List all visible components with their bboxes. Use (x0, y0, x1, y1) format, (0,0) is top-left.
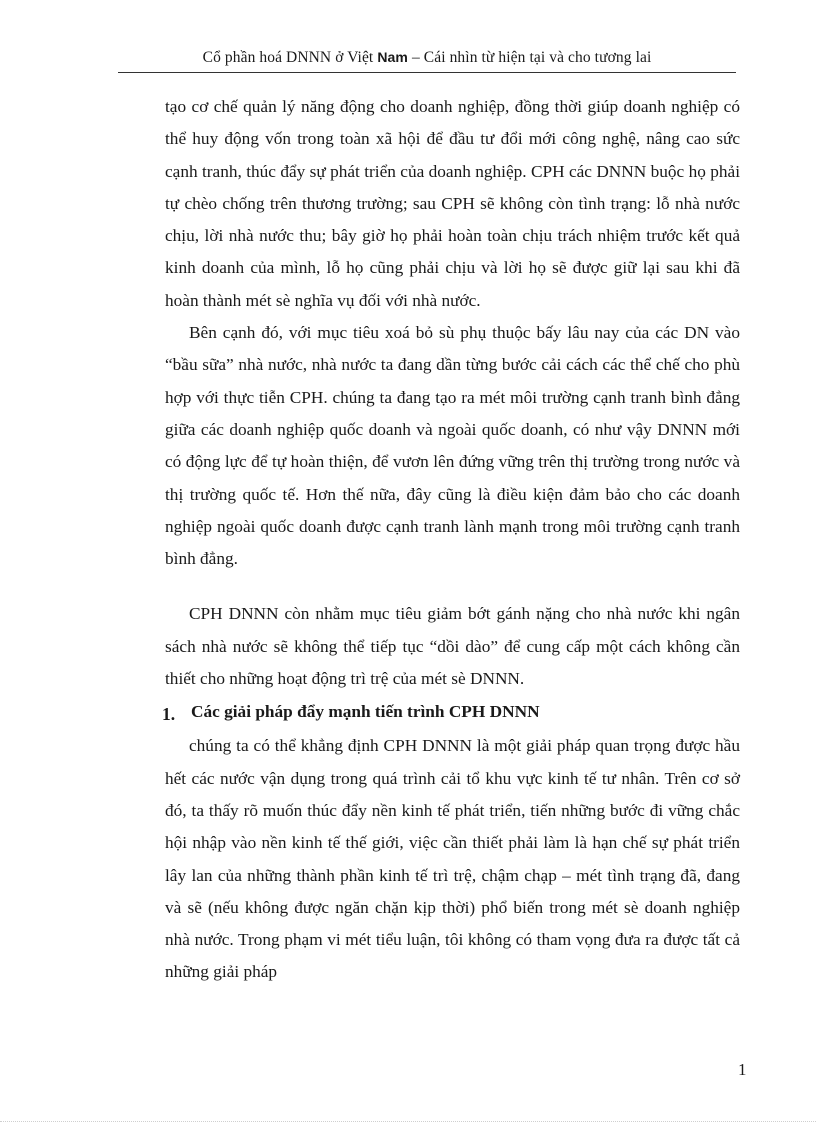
page-body (162, 91, 740, 989)
section-heading (162, 697, 740, 730)
section-title: Các giải pháp đẩy mạnh tiến trình CPH DNNN (191, 702, 540, 722)
header-text-start: Cổ phần hoá DNNN ở Việt (202, 49, 378, 66)
paragraph-2: Bên cạnh đó, với mục tiêu xoá bỏ sù phụ thuộc bấy lâu nay của các DN vào “bầu sữa” nhà nước, nhà nước ta đang dần từng bước cải cách các thể chế cho phù hợp với thực tiễn CPH. chúng ta đang tạo ra mét môi trường cạnh tranh bình đẳng giữa các doanh nghiệp quốc doanh và ngoài quốc doanh, có như vậy DNNN mới có động lực để tự hoàn thiện, để vươn lên đứng vững trên thị trường trong nước và thị trường quốc tế. Hơn thế nữa, đây cũng là điều kiện đảm bảo cho các doanh nghiệp ngoài quốc doanh được cạnh tranh lành mạnh trong môi trường cạnh tranh bình đẳng. (165, 323, 740, 569)
header-rule (118, 72, 736, 73)
header-text-end: – Cái nhìn từ hiện tại và cho tương lai (407, 49, 652, 66)
page-number: 1 (738, 1060, 747, 1079)
paragraph-1: tạo cơ chế quản lý năng động cho doanh nghiệp, đồng thời giúp doanh nghiệp có thể huy động vốn trong toàn xã hội để đầu tư đổi mới công nghệ, nâng cao sức cạnh tranh, thúc đẩy sự phát triển của doanh nghiệp. CPH các DNNN buộc họ phải tự chèo chống trên thương trường; sau CPH sẽ không còn tình trạng: lỗ nhà nước chịu, lời nhà nước thu; bây giờ họ phải hoàn toàn chịu trách nhiệm trước kết quả kinh doanh của mình, lỗ họ cũng phải chịu và lời họ sẽ được giữ lại sau khi đã hoàn thành mét sè nghĩa vụ đối với nhà nước. (165, 97, 740, 310)
paragraph-3: CPH DNNN còn nhằm mục tiêu giảm bớt gánh nặng cho nhà nước khi ngân sách nhà nước sẽ không thể tiếp tục “dồi dào” để cung cấp một cách không cần thiết cho những hoạt động trì trệ của mét sè DNNN. (165, 604, 740, 689)
section-number: 1. (162, 704, 176, 725)
page-bottom-border (0, 1121, 816, 1122)
running-header (118, 49, 736, 71)
paragraph-4: chúng ta có thể khẳng định CPH DNNN là một giải pháp quan trọng được hầu hết các nước vận dụng trong quá trình cải tổ khu vực kinh tế tư nhân. Trên cơ sở đó, ta thấy rõ muốn thúc đẩy nền kinh tế phát triển, tiến những bước đi vững chắc hội nhập vào nền kinh tế thế giới, việc cần thiết phải làm là hạn chế sự phát triển lây lan của những thành phần kinh tế trì trệ, chậm chạp – mét tình trạng đã, đang và sẽ (nếu không được ngăn chặn kịp thời) phổ biến trong mét sè doanh nghiệp nhà nước. Trong phạm vi mét tiểu luận, tôi không có tham vọng đưa ra được tất cả những giải pháp (165, 736, 740, 982)
paragraph-gap (165, 575, 740, 598)
header-text-nam: Nam (377, 49, 408, 65)
